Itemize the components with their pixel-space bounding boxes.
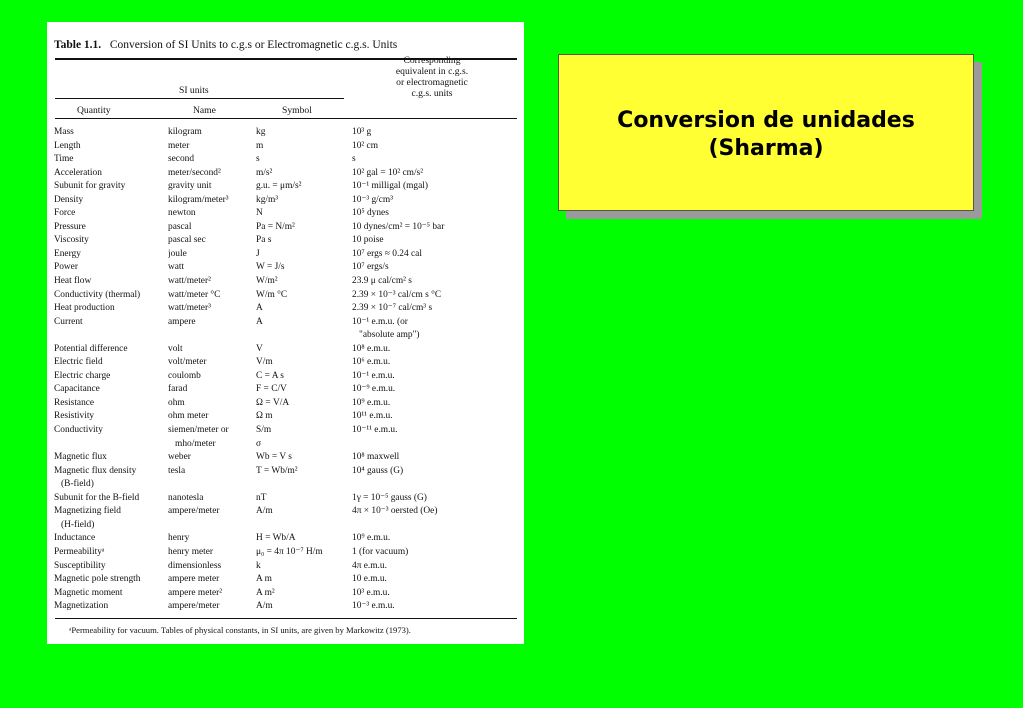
name-cell: meter/second² bbox=[168, 167, 221, 178]
symbol-cell: Wb = V s bbox=[256, 452, 292, 463]
cgs-cell: 10⁻⁹ e.m.u. bbox=[352, 384, 396, 395]
quantity-cell: Electric charge bbox=[54, 370, 111, 381]
cgs-cell: 10³ e.m.u. bbox=[352, 587, 390, 598]
cgs-cell: 4π × 10⁻³ oersted (Oe) bbox=[352, 506, 438, 517]
table-row bbox=[54, 451, 502, 465]
cgs-cell: 23.9 μ cal/cm² s bbox=[352, 276, 412, 287]
quantity-cell: Conductivity (thermal) bbox=[54, 289, 141, 300]
quantity-cell: Subunit for gravity bbox=[54, 181, 126, 192]
table-caption bbox=[54, 39, 397, 51]
quantity-cell: Mass bbox=[54, 127, 74, 137]
table-row bbox=[54, 207, 502, 221]
cgs-cell: 10⁻³ e.m.u. bbox=[352, 601, 395, 612]
quantity-cell: Energy bbox=[54, 248, 81, 259]
quantity-cell: Magnetic moment bbox=[54, 587, 123, 598]
name-cell: pascal bbox=[168, 221, 192, 232]
name-cell: ohm bbox=[168, 397, 185, 408]
table-row bbox=[54, 140, 502, 154]
table-caption-text: Conversion of SI Units to c.g.s or Electromagnetic c.g.s. Units bbox=[109, 39, 398, 51]
symbol-cell: k bbox=[256, 560, 261, 571]
table-footnote: ᵃPermeability for vacuum. Tables of physical constants, in SI units, are given by Markowitz (1973). bbox=[69, 625, 411, 635]
quantity-cell: Heat flow bbox=[54, 276, 92, 287]
name-cell: tesla bbox=[168, 465, 186, 476]
table-row bbox=[54, 560, 502, 574]
table-row bbox=[54, 329, 502, 343]
cgs-cell: 10⁶ e.m.u. bbox=[352, 357, 391, 368]
column-header-symbol: Symbol bbox=[282, 105, 312, 116]
table-row bbox=[54, 343, 502, 357]
symbol-cell: g.u. = μm/s² bbox=[256, 181, 302, 192]
cgs-cell bbox=[352, 478, 502, 492]
quantity-cell: Pressure bbox=[54, 221, 86, 232]
table-row bbox=[54, 302, 502, 316]
symbol-cell: H = Wb/A bbox=[256, 533, 296, 544]
cgs-header-line: Corresponding bbox=[403, 55, 461, 66]
column-header-quantity: Quantity bbox=[77, 105, 111, 116]
name-cell: watt/meter³ bbox=[168, 303, 211, 314]
units-table-body bbox=[54, 126, 502, 614]
name-cell: farad bbox=[168, 384, 188, 395]
cgs-cell: 2.39 × 10⁻⁷ cal/cm³ s bbox=[352, 303, 433, 314]
cgs-cell: 10⁵ dynes bbox=[352, 208, 389, 219]
table-row bbox=[54, 587, 502, 601]
symbol-cell: σ bbox=[256, 438, 262, 449]
cgs-cell: 4π e.m.u. bbox=[352, 560, 387, 571]
cgs-header-line: equivalent in c.g.s. bbox=[395, 66, 469, 77]
cgs-header-line: c.g.s. units bbox=[411, 88, 453, 99]
table-row bbox=[54, 546, 502, 560]
symbol-cell: W/m² bbox=[256, 276, 278, 287]
table-row bbox=[54, 492, 502, 506]
symbol-cell: A/m bbox=[256, 601, 273, 612]
cgs-cell: 1 (for vacuum) bbox=[352, 546, 409, 557]
name-cell: weber bbox=[168, 452, 191, 463]
table-row bbox=[54, 194, 502, 208]
quantity-cell: Resistivity bbox=[54, 411, 95, 422]
name-cell: second bbox=[168, 154, 195, 165]
quantity-cell: Power bbox=[54, 262, 78, 273]
table-row bbox=[54, 532, 502, 546]
symbol-cell: kg/m³ bbox=[256, 194, 279, 205]
table-row bbox=[54, 424, 502, 438]
cgs-cell: 2.39 × 10⁻³ cal/cm s °C bbox=[352, 289, 442, 300]
cgs-cell: 10⁻¹ milligal (mgal) bbox=[352, 181, 428, 192]
table-row bbox=[54, 397, 502, 411]
cgs-cell: 10³ g bbox=[352, 127, 372, 137]
symbol-cell: A bbox=[256, 316, 263, 327]
table-row bbox=[54, 289, 502, 303]
table-row bbox=[54, 465, 502, 479]
cgs-cell: 10⁹ e.m.u. bbox=[352, 533, 391, 544]
header-rule bbox=[55, 118, 517, 119]
table-row bbox=[54, 519, 502, 533]
cgs-cell: 10⁸ e.m.u. bbox=[352, 343, 391, 354]
name-cell: kilogram/meter³ bbox=[168, 194, 229, 205]
table-row bbox=[54, 383, 502, 397]
cgs-cell: s bbox=[352, 154, 356, 165]
symbol-cell: A m bbox=[256, 574, 272, 585]
cgs-cell: 10² cm bbox=[352, 140, 378, 151]
cgs-cell: 10⁸ maxwell bbox=[352, 452, 400, 463]
cgs-cell: 10⁻¹ e.m.u. bbox=[352, 370, 395, 381]
name-cell bbox=[168, 478, 256, 492]
quantity-cell: Susceptibility bbox=[54, 560, 106, 571]
cgs-cell: 10⁻³ g/cm³ bbox=[352, 194, 394, 205]
table-row bbox=[54, 478, 502, 492]
name-cell: siemen/meter or bbox=[168, 425, 229, 436]
name-cell: ampere/meter bbox=[168, 506, 220, 517]
quantity-cell: Magnetization bbox=[54, 601, 109, 612]
quantity-cell: Force bbox=[54, 208, 76, 219]
symbol-cell: W = J/s bbox=[256, 262, 285, 273]
title-box bbox=[558, 54, 974, 211]
quantity-cell: Magnetic pole strength bbox=[54, 574, 141, 585]
table-row bbox=[54, 316, 502, 330]
symbol-cell: kg bbox=[256, 127, 266, 137]
quantity-cell: Potential difference bbox=[54, 343, 128, 354]
quantity-cell: Capacitance bbox=[54, 384, 100, 395]
symbol-cell: μ₀ = 4π 10⁻⁷ H/m bbox=[256, 546, 323, 557]
name-cell: henry bbox=[168, 533, 190, 544]
quantity-cell: Magnetic flux density bbox=[54, 465, 137, 476]
quantity-cell: Inductance bbox=[54, 533, 96, 544]
name-cell: ampere meter² bbox=[168, 587, 223, 598]
name-cell: ampere/meter bbox=[168, 601, 220, 612]
name-cell: joule bbox=[168, 248, 187, 259]
quantity-cell: Electric field bbox=[54, 357, 103, 368]
table-row bbox=[54, 221, 502, 235]
cgs-header-line: or electromagnetic bbox=[396, 77, 468, 88]
name-cell bbox=[168, 329, 256, 343]
cgs-cell: 10⁷ ergs/s bbox=[352, 262, 389, 273]
table-row bbox=[54, 573, 502, 587]
symbol-cell: m/s² bbox=[256, 167, 273, 178]
table-row bbox=[54, 275, 502, 289]
cgs-cell: 10 e.m.u. bbox=[352, 574, 387, 585]
table-row bbox=[54, 167, 502, 181]
symbol-cell bbox=[256, 329, 352, 343]
symbol-cell: A bbox=[256, 303, 263, 314]
cgs-cell bbox=[352, 519, 502, 533]
quantity-cell: (B-field) bbox=[54, 479, 94, 490]
table-caption-label: Table 1.1. bbox=[54, 39, 102, 51]
table-row bbox=[54, 126, 502, 140]
symbol-cell: A/m bbox=[256, 506, 273, 517]
name-cell: watt/meter °C bbox=[168, 289, 221, 300]
quantity-cell: Heat production bbox=[54, 303, 115, 314]
slide-title-line: Conversion de unidades bbox=[617, 108, 915, 133]
symbol-cell: m bbox=[256, 140, 264, 151]
slide-title bbox=[559, 107, 973, 163]
symbol-cell: V/m bbox=[256, 357, 273, 368]
name-cell: henry meter bbox=[168, 546, 214, 557]
quantity-cell: Conductivity bbox=[54, 425, 103, 436]
quantity-cell: Viscosity bbox=[54, 235, 89, 246]
scanned-table-image bbox=[47, 22, 524, 644]
symbol-cell: C = A s bbox=[256, 370, 284, 381]
name-cell: pascal sec bbox=[168, 235, 206, 246]
symbol-cell bbox=[256, 478, 352, 492]
quantity-cell: Magnetic flux bbox=[54, 452, 107, 463]
quantity-cell: Acceleration bbox=[54, 167, 102, 178]
table-row bbox=[54, 370, 502, 384]
table-row bbox=[54, 248, 502, 262]
cgs-cell: 10¹¹ e.m.u. bbox=[352, 411, 393, 422]
cgs-cell: 10⁷ ergs ≈ 0.24 cal bbox=[352, 248, 422, 259]
quantity-cell: Resistance bbox=[54, 397, 95, 408]
si-units-underline bbox=[55, 98, 344, 99]
cgs-cell bbox=[352, 438, 502, 452]
name-cell: volt bbox=[168, 343, 183, 354]
name-cell: dimensionless bbox=[168, 560, 222, 571]
name-cell: meter bbox=[168, 140, 190, 151]
symbol-cell: V bbox=[256, 343, 263, 354]
symbol-cell: s bbox=[256, 154, 260, 165]
quantity-cell: Subunit for the B-field bbox=[54, 492, 140, 503]
cgs-cell: "absolute amp") bbox=[352, 330, 420, 341]
symbol-cell: Ω m bbox=[256, 411, 273, 422]
si-units-header: SI units bbox=[179, 85, 209, 96]
symbol-cell: Pa s bbox=[256, 235, 272, 246]
quantity-cell: Time bbox=[54, 154, 74, 165]
table-row bbox=[54, 438, 502, 452]
cgs-cell: 10 dynes/cm² = 10⁻⁵ bar bbox=[352, 221, 445, 232]
cgs-cell: 10⁹ e.m.u. bbox=[352, 397, 391, 408]
name-cell bbox=[168, 519, 256, 533]
column-header-name: Name bbox=[193, 105, 216, 116]
quantity-cell bbox=[54, 329, 168, 343]
quantity-cell: Permeabilityᵃ bbox=[54, 546, 105, 557]
cgs-cell: 10⁻¹¹ e.m.u. bbox=[352, 425, 398, 436]
table-row bbox=[54, 153, 502, 167]
cgs-cell: 10⁴ gauss (G) bbox=[352, 465, 404, 476]
table-row bbox=[54, 261, 502, 275]
name-cell: ohm meter bbox=[168, 411, 209, 422]
slide-title-line: (Sharma) bbox=[708, 136, 824, 161]
cgs-cell: 10⁻¹ e.m.u. (or bbox=[352, 316, 408, 327]
cgs-header bbox=[347, 55, 517, 99]
symbol-cell: Ω = V/A bbox=[256, 397, 290, 408]
table-row bbox=[54, 600, 502, 614]
quantity-cell bbox=[54, 438, 168, 452]
table-row bbox=[54, 410, 502, 424]
name-cell: ampere meter bbox=[168, 574, 220, 585]
cgs-cell: 10 poise bbox=[352, 235, 384, 246]
name-cell: gravity unit bbox=[168, 181, 212, 192]
name-cell: watt/meter² bbox=[168, 276, 211, 287]
symbol-cell: Pa = N/m² bbox=[256, 221, 295, 232]
name-cell: nanotesla bbox=[168, 492, 204, 503]
table-row bbox=[54, 234, 502, 248]
symbol-cell bbox=[256, 519, 352, 533]
symbol-cell: F = C/V bbox=[256, 384, 287, 395]
table-row bbox=[54, 180, 502, 194]
name-cell: mho/meter bbox=[168, 438, 216, 449]
units-table bbox=[54, 126, 502, 614]
symbol-cell: W/m °C bbox=[256, 289, 288, 300]
symbol-cell: N bbox=[256, 208, 263, 219]
table-row bbox=[54, 505, 502, 519]
symbol-cell: S/m bbox=[256, 425, 272, 436]
symbol-cell: J bbox=[256, 248, 260, 259]
cgs-cell: 10² gal = 10² cm/s² bbox=[352, 167, 424, 178]
table-row bbox=[54, 356, 502, 370]
symbol-cell: nT bbox=[256, 492, 267, 503]
bottom-rule bbox=[55, 618, 517, 619]
name-cell: coulomb bbox=[168, 370, 201, 381]
symbol-cell: A m² bbox=[256, 587, 275, 598]
quantity-cell: Magnetizing field bbox=[54, 506, 121, 517]
quantity-cell: Length bbox=[54, 140, 81, 151]
cgs-cell: 1γ = 10⁻⁵ gauss (G) bbox=[352, 492, 427, 503]
name-cell: volt/meter bbox=[168, 357, 207, 368]
quantity-cell: Current bbox=[54, 316, 83, 327]
name-cell: watt bbox=[168, 262, 185, 273]
quantity-cell: (H-field) bbox=[54, 519, 95, 530]
quantity-cell: Density bbox=[54, 194, 84, 205]
name-cell: ampere bbox=[168, 316, 196, 327]
symbol-cell: T = Wb/m² bbox=[256, 465, 298, 476]
name-cell: newton bbox=[168, 208, 196, 219]
name-cell: kilogram bbox=[168, 127, 202, 137]
